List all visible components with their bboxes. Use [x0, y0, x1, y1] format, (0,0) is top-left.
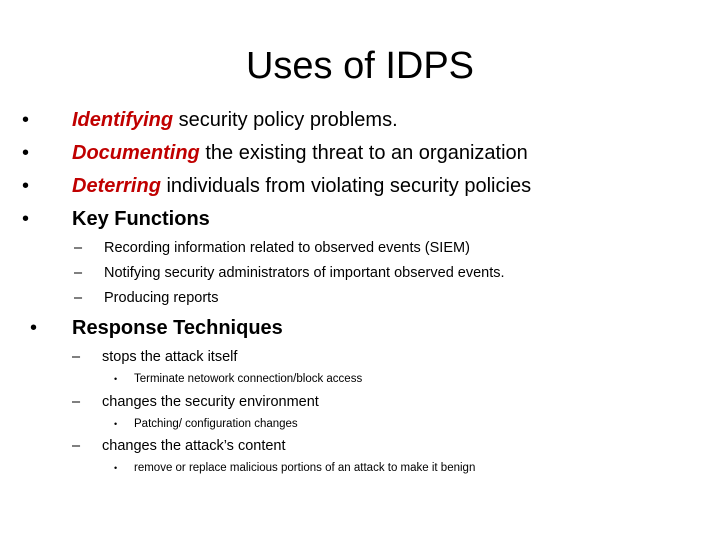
- response-item-text: stops the attack itself: [102, 349, 238, 365]
- small-bullet-icon: •: [114, 374, 118, 384]
- dash-icon: –: [72, 438, 81, 454]
- bullet-lead-documenting: Documenting: [72, 142, 200, 164]
- key-function-text: Recording information related to observed events (SIEM): [104, 240, 470, 256]
- bullet-item-identifying: [22, 108, 398, 132]
- bullet-item-deterring: [22, 174, 532, 198]
- response-detail-text: remove or replace malicious portions of an attack to make it benign: [134, 462, 476, 474]
- bullet-item-documenting: [22, 141, 528, 165]
- response-detail-text: Terminate netowork connection/block access: [134, 373, 363, 385]
- bullet-text-identifying: security policy problems.: [173, 109, 398, 131]
- key-function-item: [74, 289, 219, 307]
- response-item-text: changes the security environment: [102, 394, 319, 410]
- bullet-icon: •: [30, 317, 38, 339]
- bullet-item-response-techniques: [30, 316, 283, 340]
- dash-icon: –: [72, 394, 81, 410]
- dash-icon: –: [72, 349, 81, 365]
- response-item-text: changes the attack’s content: [102, 438, 286, 454]
- response-detail-text: Patching/ configuration changes: [134, 418, 298, 430]
- slide-title: Uses of IDPS: [245, 45, 475, 87]
- response-item: [72, 437, 286, 455]
- bullet-icon: •: [22, 175, 30, 197]
- response-detail: [114, 461, 476, 475]
- response-item: [72, 393, 319, 411]
- key-functions-label: Key Functions: [72, 208, 210, 230]
- response-item: [72, 348, 238, 366]
- bullet-lead-identifying: Identifying: [72, 109, 174, 131]
- dash-icon: –: [74, 265, 83, 281]
- dash-icon: –: [74, 290, 83, 306]
- small-bullet-icon: •: [114, 419, 118, 429]
- bullet-lead-deterring: Deterring: [72, 175, 161, 197]
- key-function-item: [74, 239, 470, 257]
- response-detail: [114, 417, 298, 431]
- bullet-icon: •: [22, 109, 30, 131]
- response-techniques-label: Response Techniques: [72, 317, 283, 339]
- key-function-item: [74, 264, 505, 282]
- bullet-icon: •: [22, 208, 30, 230]
- key-function-text: Producing reports: [104, 290, 219, 306]
- bullet-text-documenting: the existing threat to an organization: [199, 142, 528, 164]
- key-function-text: Notifying security administrators of important observed events.: [104, 265, 505, 281]
- bullet-icon: •: [22, 142, 30, 164]
- bullet-item-key-functions: [22, 207, 210, 231]
- dash-icon: –: [74, 240, 83, 256]
- bullet-text-deterring: individuals from violating security policies: [160, 175, 532, 197]
- response-detail: [114, 372, 363, 386]
- small-bullet-icon: •: [114, 463, 118, 473]
